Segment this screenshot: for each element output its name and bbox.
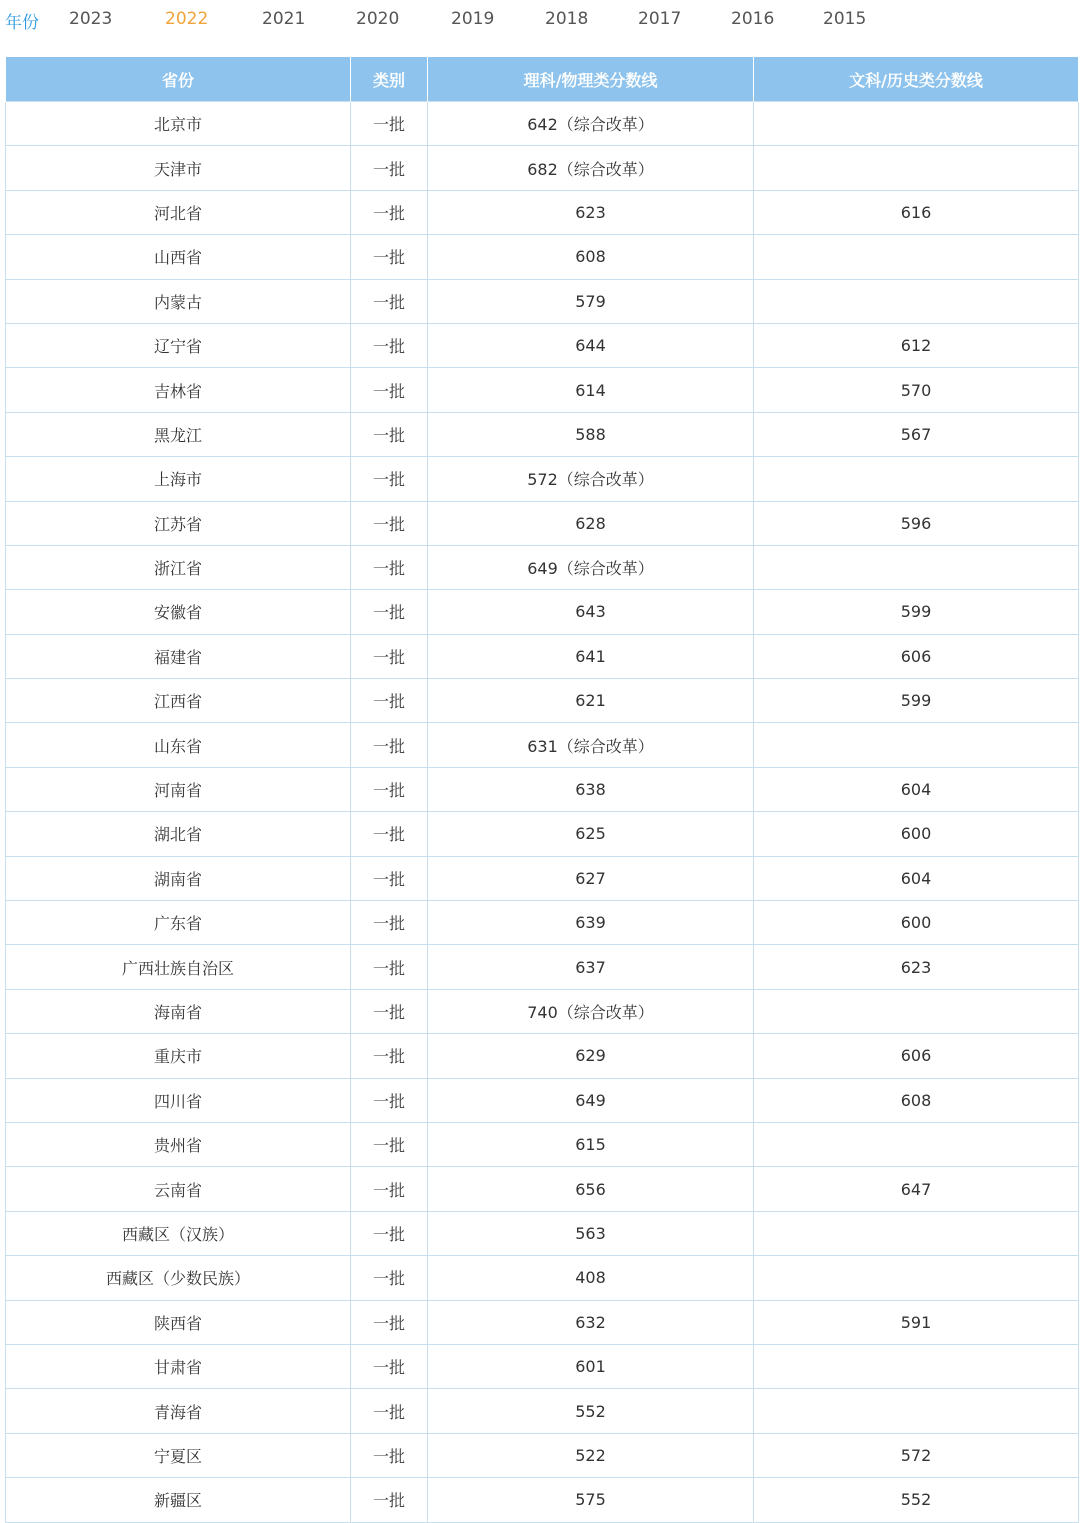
category-cell: 一批 bbox=[351, 1300, 428, 1344]
arts-score-cell: 616 bbox=[754, 190, 1079, 234]
arts-score-cell bbox=[754, 1389, 1079, 1433]
arts-score-cell bbox=[754, 1344, 1079, 1388]
table-row bbox=[6, 368, 1079, 412]
arts-score-cell: 647 bbox=[754, 1167, 1079, 1211]
category-cell: 一批 bbox=[351, 412, 428, 456]
province-cell: 天津市 bbox=[6, 146, 351, 190]
science-score-cell: 643 bbox=[428, 590, 754, 634]
table-row bbox=[6, 235, 1079, 279]
science-score-cell: 575 bbox=[428, 1478, 754, 1522]
province-cell: 海南省 bbox=[6, 989, 351, 1033]
province-cell: 山东省 bbox=[6, 723, 351, 767]
arts-score-cell: 552 bbox=[754, 1478, 1079, 1522]
table-row bbox=[6, 590, 1079, 634]
science-score-cell: 631（综合改革） bbox=[428, 723, 754, 767]
category-cell: 一批 bbox=[351, 323, 428, 367]
year-tab-2022[interactable]: 2022 bbox=[165, 9, 209, 29]
province-cell: 黑龙江 bbox=[6, 412, 351, 456]
category-cell: 一批 bbox=[351, 1122, 428, 1166]
science-score-cell: 649（综合改革） bbox=[428, 545, 754, 589]
category-cell: 一批 bbox=[351, 945, 428, 989]
province-cell: 贵州省 bbox=[6, 1122, 351, 1166]
table-row bbox=[6, 1389, 1079, 1433]
province-cell: 西藏区（少数民族） bbox=[6, 1256, 351, 1300]
arts-score-cell: 606 bbox=[754, 634, 1079, 678]
province-cell: 江苏省 bbox=[6, 501, 351, 545]
arts-score-cell bbox=[754, 723, 1079, 767]
category-cell: 一批 bbox=[351, 1389, 428, 1433]
arts-score-cell: 591 bbox=[754, 1300, 1079, 1344]
table-row bbox=[6, 545, 1079, 589]
category-cell: 一批 bbox=[351, 989, 428, 1033]
header-science-score: 理科/物理类分数线 bbox=[428, 57, 754, 102]
arts-score-cell: 572 bbox=[754, 1433, 1079, 1477]
category-cell: 一批 bbox=[351, 812, 428, 856]
year-tab-2021[interactable]: 2021 bbox=[262, 9, 306, 29]
category-cell: 一批 bbox=[351, 102, 428, 146]
province-cell: 福建省 bbox=[6, 634, 351, 678]
province-cell: 北京市 bbox=[6, 102, 351, 146]
year-tab-2016[interactable]: 2016 bbox=[731, 9, 775, 29]
science-score-cell: 579 bbox=[428, 279, 754, 323]
table-row bbox=[6, 412, 1079, 456]
category-cell: 一批 bbox=[351, 1211, 428, 1255]
category-cell: 一批 bbox=[351, 1344, 428, 1388]
science-score-cell: 682（综合改革） bbox=[428, 146, 754, 190]
science-score-cell: 629 bbox=[428, 1034, 754, 1078]
table-row bbox=[6, 279, 1079, 323]
province-cell: 河北省 bbox=[6, 190, 351, 234]
science-score-cell: 588 bbox=[428, 412, 754, 456]
science-score-cell: 608 bbox=[428, 235, 754, 279]
table-row bbox=[6, 1256, 1079, 1300]
category-cell: 一批 bbox=[351, 1167, 428, 1211]
arts-score-cell: 608 bbox=[754, 1078, 1079, 1122]
province-cell: 安徽省 bbox=[6, 590, 351, 634]
arts-score-cell: 600 bbox=[754, 901, 1079, 945]
science-score-cell: 656 bbox=[428, 1167, 754, 1211]
table-row bbox=[6, 945, 1079, 989]
science-score-cell: 563 bbox=[428, 1211, 754, 1255]
science-score-cell: 615 bbox=[428, 1122, 754, 1166]
province-cell: 广东省 bbox=[6, 901, 351, 945]
province-cell: 西藏区（汉族） bbox=[6, 1211, 351, 1255]
province-cell: 辽宁省 bbox=[6, 323, 351, 367]
table-row bbox=[6, 1300, 1079, 1344]
category-cell: 一批 bbox=[351, 457, 428, 501]
arts-score-cell: 599 bbox=[754, 590, 1079, 634]
arts-score-cell bbox=[754, 235, 1079, 279]
arts-score-cell bbox=[754, 146, 1079, 190]
province-cell: 湖北省 bbox=[6, 812, 351, 856]
province-cell: 山西省 bbox=[6, 235, 351, 279]
arts-score-cell bbox=[754, 545, 1079, 589]
science-score-cell: 614 bbox=[428, 368, 754, 412]
province-cell: 新疆区 bbox=[6, 1478, 351, 1522]
category-cell: 一批 bbox=[351, 901, 428, 945]
arts-score-cell bbox=[754, 1122, 1079, 1166]
science-score-cell: 522 bbox=[428, 1433, 754, 1477]
category-cell: 一批 bbox=[351, 501, 428, 545]
science-score-cell: 638 bbox=[428, 767, 754, 811]
table-row bbox=[6, 1433, 1079, 1477]
table-body bbox=[6, 102, 1079, 1523]
province-cell: 云南省 bbox=[6, 1167, 351, 1211]
table-row bbox=[6, 634, 1079, 678]
table-row bbox=[6, 1167, 1079, 1211]
province-cell: 甘肃省 bbox=[6, 1344, 351, 1388]
science-score-cell: 623 bbox=[428, 190, 754, 234]
science-score-cell: 637 bbox=[428, 945, 754, 989]
category-cell: 一批 bbox=[351, 235, 428, 279]
table-row bbox=[6, 812, 1079, 856]
category-cell: 一批 bbox=[351, 679, 428, 723]
arts-score-cell bbox=[754, 1211, 1079, 1255]
science-score-cell: 625 bbox=[428, 812, 754, 856]
province-cell: 宁夏区 bbox=[6, 1433, 351, 1477]
province-cell: 上海市 bbox=[6, 457, 351, 501]
category-cell: 一批 bbox=[351, 634, 428, 678]
province-cell: 陕西省 bbox=[6, 1300, 351, 1344]
arts-score-cell: 596 bbox=[754, 501, 1079, 545]
arts-score-cell: 623 bbox=[754, 945, 1079, 989]
province-cell: 重庆市 bbox=[6, 1034, 351, 1078]
table-row bbox=[6, 856, 1079, 900]
province-cell: 浙江省 bbox=[6, 545, 351, 589]
category-cell: 一批 bbox=[351, 1433, 428, 1477]
category-cell: 一批 bbox=[351, 368, 428, 412]
table-row bbox=[6, 1344, 1079, 1388]
header-arts-score: 文科/历史类分数线 bbox=[754, 57, 1079, 102]
province-cell: 青海省 bbox=[6, 1389, 351, 1433]
category-cell: 一批 bbox=[351, 723, 428, 767]
science-score-cell: 740（综合改革） bbox=[428, 989, 754, 1033]
science-score-cell: 572（综合改革） bbox=[428, 457, 754, 501]
year-tab-2020[interactable]: 2020 bbox=[356, 9, 400, 29]
arts-score-cell: 599 bbox=[754, 679, 1079, 723]
table-row bbox=[6, 323, 1079, 367]
arts-score-cell: 600 bbox=[754, 812, 1079, 856]
table-row bbox=[6, 989, 1079, 1033]
arts-score-cell bbox=[754, 989, 1079, 1033]
score-table bbox=[5, 57, 1079, 1523]
arts-score-cell: 604 bbox=[754, 767, 1079, 811]
arts-score-cell: 604 bbox=[754, 856, 1079, 900]
category-cell: 一批 bbox=[351, 856, 428, 900]
arts-score-cell bbox=[754, 102, 1079, 146]
science-score-cell: 639 bbox=[428, 901, 754, 945]
table-row bbox=[6, 767, 1079, 811]
science-score-cell: 601 bbox=[428, 1344, 754, 1388]
science-score-cell: 408 bbox=[428, 1256, 754, 1300]
category-cell: 一批 bbox=[351, 545, 428, 589]
table-row bbox=[6, 1122, 1079, 1166]
province-cell: 四川省 bbox=[6, 1078, 351, 1122]
table-row bbox=[6, 1211, 1079, 1255]
table-row bbox=[6, 1078, 1079, 1122]
category-cell: 一批 bbox=[351, 1034, 428, 1078]
table-row bbox=[6, 1478, 1079, 1522]
science-score-cell: 628 bbox=[428, 501, 754, 545]
year-filter-label: 年份 bbox=[5, 13, 39, 33]
table-row bbox=[6, 901, 1079, 945]
science-score-cell: 627 bbox=[428, 856, 754, 900]
arts-score-cell: 570 bbox=[754, 368, 1079, 412]
year-tab-2017[interactable]: 2017 bbox=[638, 9, 682, 29]
table-row bbox=[6, 723, 1079, 767]
province-cell: 广西壮族自治区 bbox=[6, 945, 351, 989]
province-cell: 江西省 bbox=[6, 679, 351, 723]
category-cell: 一批 bbox=[351, 146, 428, 190]
category-cell: 一批 bbox=[351, 767, 428, 811]
arts-score-cell bbox=[754, 279, 1079, 323]
science-score-cell: 649 bbox=[428, 1078, 754, 1122]
table-row bbox=[6, 146, 1079, 190]
arts-score-cell: 567 bbox=[754, 412, 1079, 456]
arts-score-cell: 606 bbox=[754, 1034, 1079, 1078]
table-row bbox=[6, 679, 1079, 723]
table-row bbox=[6, 501, 1079, 545]
science-score-cell: 621 bbox=[428, 679, 754, 723]
header-province: 省份 bbox=[6, 57, 351, 102]
province-cell: 内蒙古 bbox=[6, 279, 351, 323]
header-category: 类别 bbox=[351, 57, 428, 102]
table-row bbox=[6, 457, 1079, 501]
year-tab-2019[interactable]: 2019 bbox=[451, 9, 495, 29]
category-cell: 一批 bbox=[351, 190, 428, 234]
arts-score-cell bbox=[754, 1256, 1079, 1300]
year-tab-2023[interactable]: 2023 bbox=[69, 9, 113, 29]
category-cell: 一批 bbox=[351, 279, 428, 323]
province-cell: 湖南省 bbox=[6, 856, 351, 900]
arts-score-cell bbox=[754, 457, 1079, 501]
science-score-cell: 642（综合改革） bbox=[428, 102, 754, 146]
science-score-cell: 632 bbox=[428, 1300, 754, 1344]
table-row bbox=[6, 1034, 1079, 1078]
province-cell: 吉林省 bbox=[6, 368, 351, 412]
year-tab-2015[interactable]: 2015 bbox=[823, 9, 867, 29]
table-row bbox=[6, 102, 1079, 146]
arts-score-cell: 612 bbox=[754, 323, 1079, 367]
category-cell: 一批 bbox=[351, 1478, 428, 1522]
category-cell: 一批 bbox=[351, 1078, 428, 1122]
science-score-cell: 552 bbox=[428, 1389, 754, 1433]
year-filter-bar bbox=[0, 0, 1080, 42]
category-cell: 一批 bbox=[351, 590, 428, 634]
year-tab-2018[interactable]: 2018 bbox=[545, 9, 589, 29]
table-row bbox=[6, 190, 1079, 234]
table-header-row bbox=[6, 57, 1079, 102]
science-score-cell: 641 bbox=[428, 634, 754, 678]
category-cell: 一批 bbox=[351, 1256, 428, 1300]
province-cell: 河南省 bbox=[6, 767, 351, 811]
science-score-cell: 644 bbox=[428, 323, 754, 367]
